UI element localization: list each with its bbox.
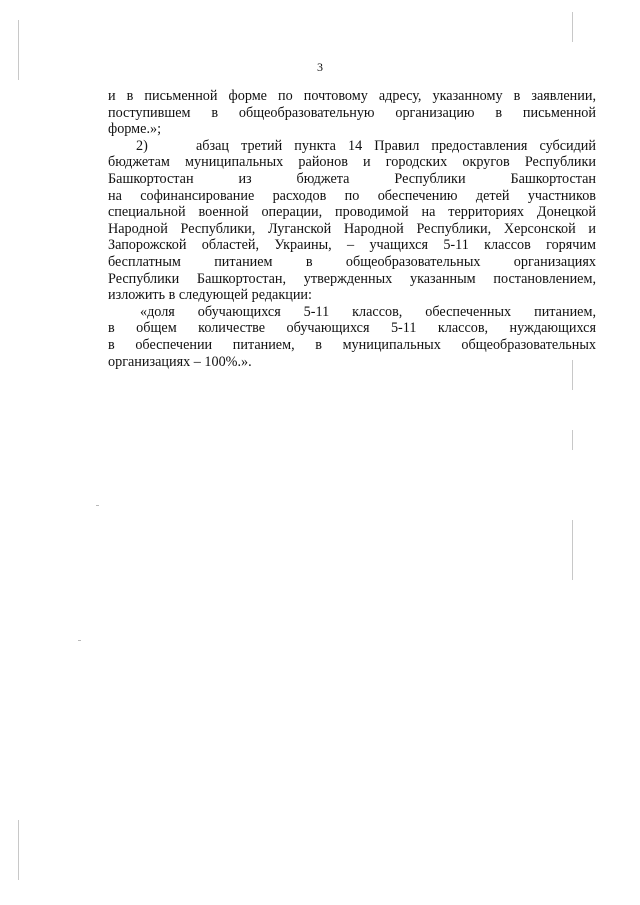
text-line: форме.»; (108, 121, 162, 138)
scan-margin-mark (572, 12, 573, 42)
document-body (108, 88, 596, 370)
text-line: бюджетам муниципальных районов и городских округов Республики (108, 154, 596, 171)
quote-line: организациях – 100%.». (108, 353, 252, 370)
text-line: на софинансирование расходов по обеспечению детей участников (108, 187, 596, 204)
quote-line: «доля обучающихся 5-11 классов, обеспеченных питанием, (140, 303, 596, 320)
scan-margin-dot (96, 505, 99, 506)
scan-margin-mark (572, 520, 573, 580)
text-line: абзац третий пункта 14 Правил предоставления субсидий (196, 137, 596, 154)
page-number: 3 (317, 60, 323, 74)
text-line: Народной Республики, Луганской Народной Республики, Херсонской и (108, 220, 596, 237)
scan-margin-mark (18, 20, 19, 80)
list-item-line (108, 138, 596, 155)
text-line: Республики Башкортостан, утвержденных указанным постановлением, (108, 270, 596, 287)
list-item-number: 2) (136, 137, 148, 154)
text-line: бесплатным питанием в общеобразовательных организациях (108, 253, 596, 270)
quote-line: в общем количестве обучающихся 5-11 классов, нуждающихся (108, 320, 596, 337)
text-line: Запорожской областей, Украины, – учащихся 5-11 классов горячим (108, 237, 596, 254)
scan-margin-mark (572, 360, 573, 390)
text-line: и в письменной форме по почтовому адресу, указанному в заявлении, (108, 88, 596, 104)
text-line: Башкортостан из бюджета Республики Башкортостан (108, 170, 596, 187)
scan-margin-mark (572, 430, 573, 450)
quote-line: в обеспечении питанием, в муниципальных общеобразовательных (108, 336, 596, 353)
scan-margin-mark (18, 820, 19, 880)
text-line: изложить в следующей редакции: (108, 287, 312, 304)
text-line: специальной военной операции, проводимой на территориях Донецкой (108, 204, 596, 221)
text-line: поступившем в общеобразовательную организацию в письменной (108, 104, 596, 121)
scan-margin-dot (78, 640, 81, 641)
